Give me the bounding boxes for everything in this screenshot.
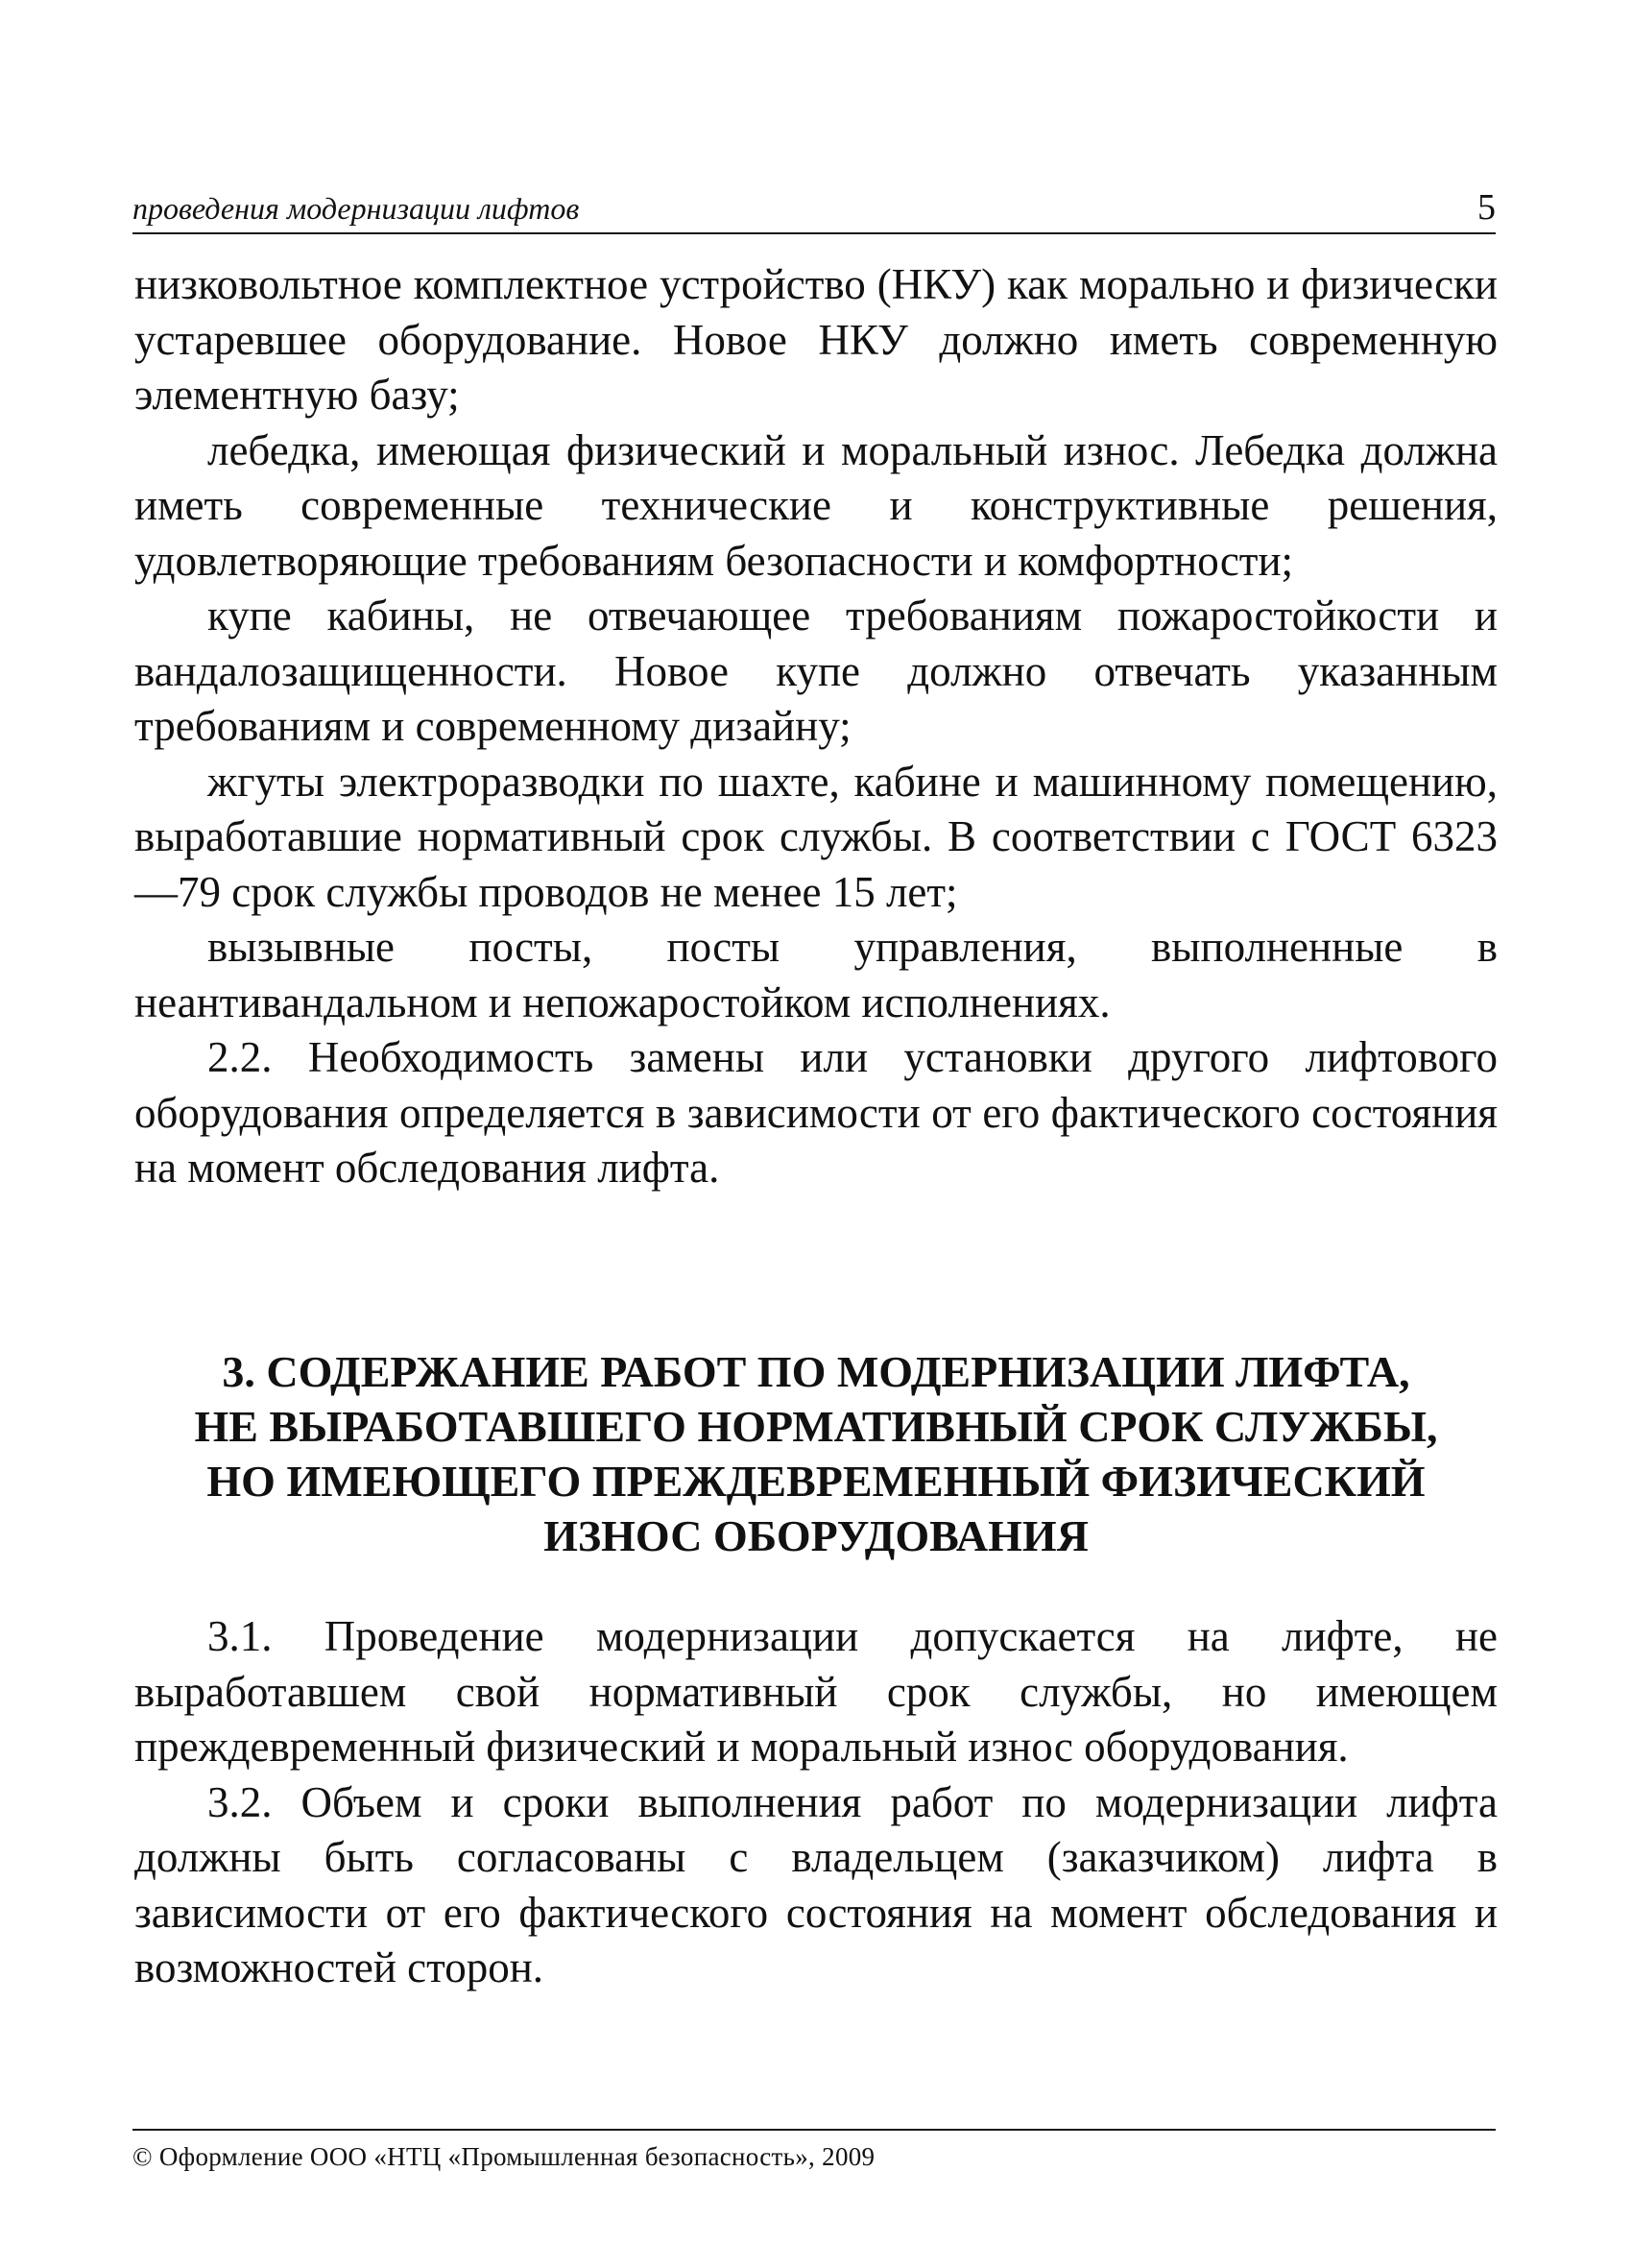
- paragraph-winch: лебедка, имеющая физический и моральный износ. Лебедка должна иметь современные технические и конструктивные решения, удовлетворяющие требованиям безопасности и комфортности;: [134, 425, 1498, 585]
- section-heading-line: НО ИМЕЮЩЕГО ПРЕЖДЕВРЕМЕННЫЙ ФИЗИЧЕСКИЙ: [206, 1457, 1426, 1506]
- page-number: 5: [1477, 187, 1496, 228]
- paragraph-3-2: 3.2. Объем и сроки выполнения работ по модернизации лифта должны быть согласованы с владельцем (заказчиком) лифта в зависимости от его фактического состояния на момент обследования и возможностей сторон.: [134, 1777, 1498, 1991]
- paragraph-2-2: 2.2. Необходимость замены или установки другого лифтового оборудования определяется в зависимости от его фактического состояния на момент обследования лифта.: [134, 1033, 1498, 1192]
- section-heading: [134, 1344, 1498, 1563]
- paragraph-call-posts: вызывные посты, посты управления, выполненные в неантивандальном и непожаростойком исполнениях.: [134, 923, 1498, 1026]
- paragraph-3-1: 3.1. Проведение модернизации допускается на лифте, не выработавшем свой нормативный срок службы, но имеющем преждевременный физический и моральный износ оборудования.: [134, 1612, 1498, 1771]
- paragraph-nku: низковольтное комплектное устройство (НКУ) как морально и физически устаревшее оборудование. Новое НКУ должно иметь современную элементную базу;: [134, 260, 1498, 419]
- section-heading-line: НЕ ВЫРАБОТАВШЕГО НОРМАТИВНЫЙ СРОК СЛУЖБЫ,: [194, 1402, 1438, 1451]
- copyright-text: © Оформление ООО «НТЦ «Промышленная безопасность», 2009: [132, 2142, 876, 2171]
- paragraph-cabin: купе кабины, не отвечающее требованиям пожаростойкости и вандалозащищенности. Новое купе должно отвечать указанным требованиям и современному дизайну;: [134, 591, 1498, 750]
- page-footer: [132, 2129, 1496, 2172]
- section-heading-line: 3. СОДЕРЖАНИЕ РАБОТ ПО МОДЕРНИЗАЦИИ ЛИФТА,: [222, 1347, 1410, 1396]
- section-3-text: [134, 1609, 1498, 1996]
- running-header: [132, 188, 1496, 234]
- body-text: [134, 257, 1498, 1196]
- paragraph-wiring: жгуты электроразводки по шахте, кабине и машинному помещению, выработавшие нормативный срок службы. В соответствии с ГОСТ 6323—79 срок службы проводов не менее 15 лет;: [134, 757, 1498, 916]
- section-heading-line: ИЗНОС ОБОРУДОВАНИЯ: [543, 1511, 1089, 1560]
- running-title: проведения модернизации лифтов: [132, 191, 580, 226]
